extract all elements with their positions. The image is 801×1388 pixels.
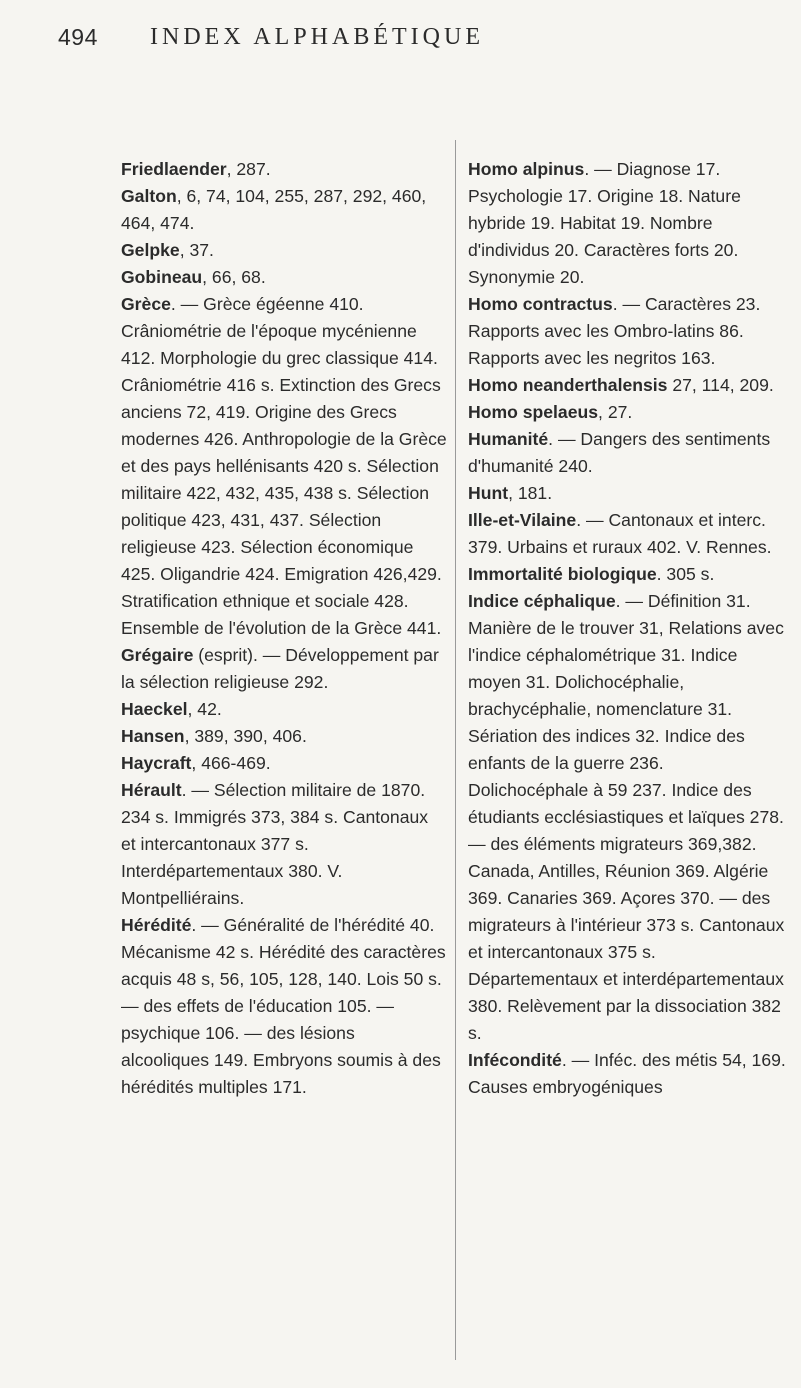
index-entry bbox=[121, 156, 447, 183]
index-entry bbox=[468, 399, 786, 426]
entry-text: (esprit). — Développement par la sélection religieuse 292. bbox=[121, 645, 439, 692]
entry-key: Hérédité bbox=[121, 915, 192, 935]
entry-text: , 66, 68. bbox=[202, 267, 266, 287]
entry-text: . 305 s. bbox=[656, 564, 715, 584]
index-entry bbox=[468, 426, 786, 480]
entry-text: , 466-469. bbox=[191, 753, 271, 773]
index-entry bbox=[121, 912, 447, 1101]
entry-key: Gelpke bbox=[121, 240, 180, 260]
entry-key: Grèce bbox=[121, 294, 171, 314]
page-header bbox=[58, 24, 761, 64]
entry-text: . — Grèce égéenne 410. Crâniométrie de l'époque mycénienne 412. Morphologie du grec classique 414. Crâniométrie 416 s. Extinction des Grecs anciens 72, 419. Origine des Grecs modernes 426. Anthropologie de la Grèce et des pays hellénisants 420 s. Sélection militaire 422, 432, 435, 438 s. Sélection politique 423, 431, 437. Sélection religieuse 423. Sélection économique 425. Oligandrie 424. Emigration 426,429. Stratification ethnique et sociale 428. Ensemble de l'évolution de la Grèce 441. bbox=[121, 294, 447, 638]
index-entry bbox=[468, 561, 786, 588]
entry-key: Ille-et-Vilaine bbox=[468, 510, 577, 530]
index-entry bbox=[121, 696, 447, 723]
entry-key: Immortalité biologique bbox=[468, 564, 657, 584]
entry-key: Humanité bbox=[468, 429, 549, 449]
entry-key: Gobineau bbox=[121, 267, 203, 287]
index-entry bbox=[121, 723, 447, 750]
index-entry bbox=[121, 642, 447, 696]
index-entry bbox=[468, 156, 786, 291]
entry-text: . — Diagnose 17. Psychologie 17. Origine 18. Nature hybride 19. Habitat 19. Nombre d'individus 20. Caractères forts 20. Synonymie 20. bbox=[468, 159, 741, 287]
index-entry bbox=[468, 291, 786, 372]
entry-text: , 42. bbox=[187, 699, 222, 719]
entry-text: , 37. bbox=[179, 240, 214, 260]
index-entry bbox=[121, 264, 447, 291]
entry-text: , 181. bbox=[508, 483, 553, 503]
entry-text: , 389, 390, 406. bbox=[184, 726, 307, 746]
entry-key: Homo contractus bbox=[468, 294, 613, 314]
index-entry bbox=[468, 480, 786, 507]
entry-key: Indice céphalique bbox=[468, 591, 616, 611]
entry-key: Galton bbox=[121, 186, 177, 206]
index-entry bbox=[468, 1047, 786, 1101]
entry-text: . — Caractères 23. Rapports avec les Ombro-latins 86. Rapports avec les negritos 163. bbox=[468, 294, 761, 368]
index-column-left bbox=[121, 156, 447, 1101]
entry-text: . — Dangers des sentiments d'humanité 240. bbox=[468, 429, 771, 476]
index-entry bbox=[121, 237, 447, 264]
index-entry bbox=[468, 507, 786, 561]
entry-key: Hérault bbox=[121, 780, 182, 800]
entry-text: , 27. bbox=[598, 402, 633, 422]
index-entry bbox=[468, 588, 786, 1047]
entry-text: 27, 114, 209. bbox=[667, 375, 774, 395]
index-column-right bbox=[468, 156, 786, 1101]
entry-text: , 287. bbox=[226, 159, 271, 179]
running-title: INDEX ALPHABÉTIQUE bbox=[150, 24, 484, 50]
entry-text: . — Définition 31. Manière de le trouver 31, Relations avec l'indice céphalométrique 31. Indice moyen 31. Dolichocéphalie, brachycéphalie, nomenclature 31. Sériation des indices 32. Indice des enfants de la guerre 236. Dolichocéphale à 59 237. Indice des étudiants ecclésiastiques et laïques 278. — des éléments migrateurs 369,382. Canada, Antilles, Réunion 369. Algérie 369. Canaries 369. Açores 370. — des migrateurs à l'intérieur 373 s. Cantonaux et intercantonaux 375 s. Départementaux et interdépartementaux 380. Relèvement par la dissociation 382 s. bbox=[468, 591, 785, 1043]
index-entry bbox=[121, 777, 447, 912]
entry-key: Hunt bbox=[468, 483, 509, 503]
entry-key: Homo spelaeus bbox=[468, 402, 599, 422]
entry-key: Hansen bbox=[121, 726, 185, 746]
entry-text: . — Cantonaux et interc. 379. Urbains et ruraux 402. V. Rennes. bbox=[468, 510, 772, 557]
entry-text: . — Sélection militaire de 1870. 234 s. Immigrés 373, 384 s. Cantonaux et intercantonaux 377 s. Interdépartementaux 380. V. Montpelliérains. bbox=[121, 780, 429, 908]
entry-key: Friedlaender bbox=[121, 159, 227, 179]
page-number: 494 bbox=[58, 24, 98, 50]
entry-key: Homo neanderthalensis bbox=[468, 375, 668, 395]
entry-key: Grégaire bbox=[121, 645, 194, 665]
entry-key: Haeckel bbox=[121, 699, 188, 719]
entry-text: . — Inféc. des métis 54, 169. Causes embryogéniques bbox=[468, 1050, 786, 1097]
index-entry bbox=[121, 750, 447, 777]
index-entry bbox=[121, 183, 447, 237]
index-entry bbox=[121, 291, 447, 642]
entry-key: Homo alpinus bbox=[468, 159, 585, 179]
entry-key: Infécondité bbox=[468, 1050, 562, 1070]
entry-text: . — Généralité de l'hérédité 40. Mécanisme 42 s. Hérédité des caractères acquis 48 s, 56, 105, 128, 140. Lois 50 s. — des effets de l'éducation 105. — psychique 106. — des lésions alcooliques 149. Embryons soumis à des hérédités multiples 171. bbox=[121, 915, 446, 1097]
entry-key: Haycraft bbox=[121, 753, 192, 773]
column-divider bbox=[455, 140, 456, 1360]
index-entry bbox=[468, 372, 786, 399]
entry-text: , 6, 74, 104, 255, 287, 292, 460, 464, 474. bbox=[121, 186, 427, 233]
